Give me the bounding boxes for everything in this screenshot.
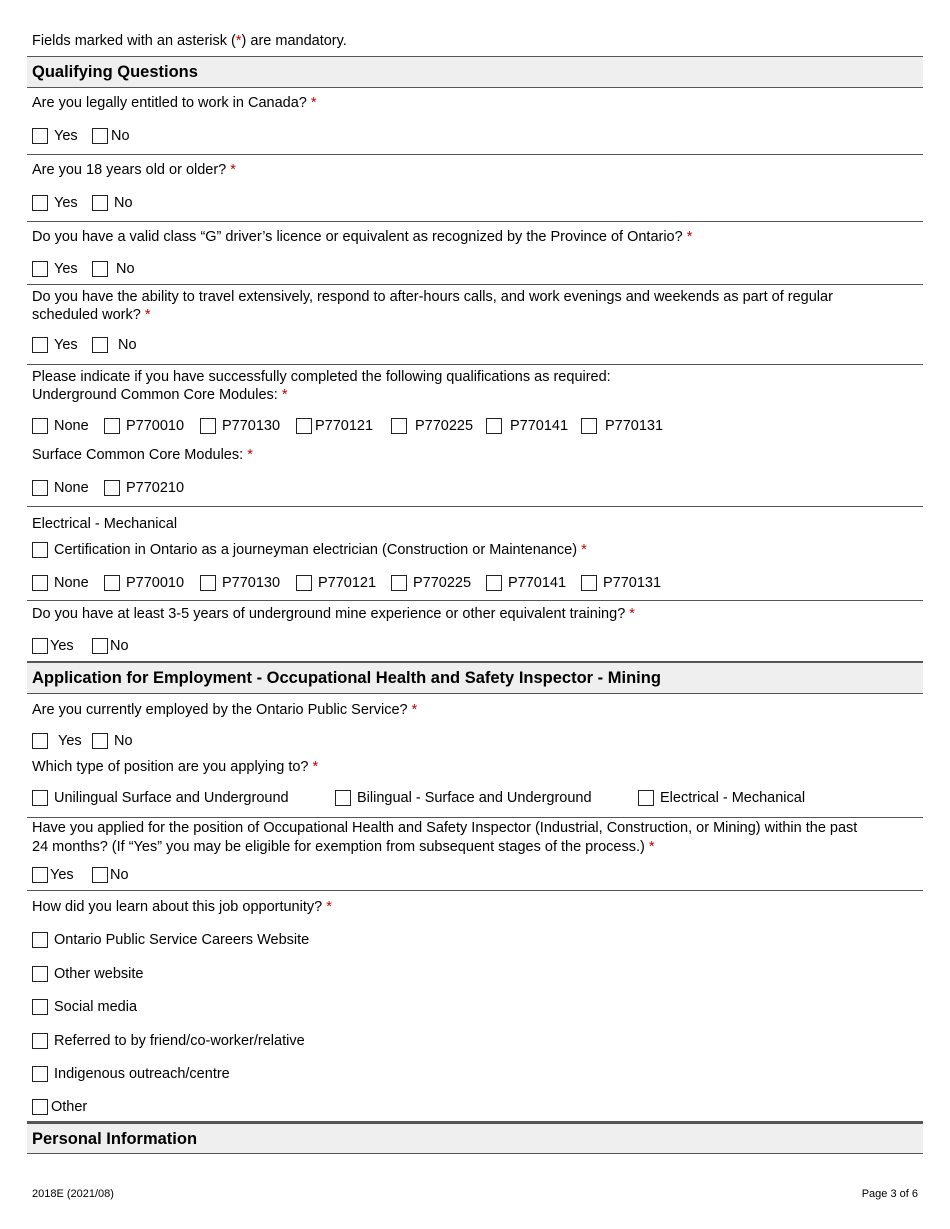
checkbox[interactable] — [32, 1099, 48, 1115]
checkbox[interactable] — [391, 418, 407, 434]
yes-option[interactable]: Yes — [32, 257, 78, 281]
p770130-option[interactable]: P770130 — [200, 571, 280, 595]
question-qualifications: Please indicate if you have successfully completed the following qualifications as required: Underground Common Core Modules: * None P770010 P770130 P770121 P770225 P770141 P770131 Surface Common Core Modules: * None P770210 — [27, 365, 923, 507]
electrical-modules-options — [32, 571, 923, 595]
question-text: Do you have at least 3-5 years of underground mine experience or other equivalent training? — [32, 606, 626, 622]
p770141-option[interactable]: P770141 — [486, 414, 568, 438]
electrical-mechanical-option[interactable]: Electrical - Mechanical — [638, 786, 805, 810]
bilingual-option[interactable]: Bilingual - Surface and Underground — [335, 786, 592, 810]
social-media-option[interactable]: Social media — [32, 995, 137, 1019]
ops-careers-website-option[interactable]: Ontario Public Service Careers Website — [32, 928, 309, 952]
section-personal-information: Personal Information — [27, 1122, 923, 1154]
question-text: Please indicate if you have successfully completed the following qualifications as required: — [32, 369, 611, 385]
checkbox[interactable] — [486, 418, 502, 434]
checkbox[interactable] — [638, 790, 654, 806]
checkbox[interactable] — [32, 418, 48, 434]
p770131-option[interactable]: P770131 — [581, 571, 661, 595]
question-electrical-mechanical — [27, 507, 923, 601]
underground-modules-label: Underground Common Core Modules: — [32, 387, 278, 403]
position-type-options — [32, 786, 923, 810]
checkbox[interactable] — [32, 195, 48, 211]
yes-option[interactable]: Yes — [32, 191, 78, 215]
position-type-label: Which type of position are you applying to? — [32, 759, 309, 775]
checkbox[interactable] — [32, 733, 48, 749]
indigenous-outreach-option[interactable]: Indigenous outreach/centre — [32, 1062, 230, 1086]
none-option[interactable]: None — [32, 476, 89, 500]
question-text: Do you have the ability to travel extensively, respond to after-hours calls, and work evenings and weekends as part of regular — [32, 289, 833, 305]
checkbox[interactable] — [32, 261, 48, 277]
yes-option[interactable]: Yes — [32, 729, 82, 753]
other-option[interactable]: Other — [32, 1095, 87, 1119]
checkbox[interactable] — [32, 790, 48, 806]
checkbox[interactable] — [92, 128, 108, 144]
checkbox[interactable] — [104, 575, 120, 591]
question-text: Have you applied for the position of Occupational Health and Safety Inspector (Industrial, Construction, or Mining) within the past — [32, 820, 858, 836]
checkbox[interactable] — [486, 575, 502, 591]
section-qualifying-questions: Qualifying Questions — [27, 56, 923, 88]
checkbox[interactable] — [92, 638, 108, 654]
p770010-option[interactable]: P770010 — [104, 571, 184, 595]
form-number: 2018E (2021/08) — [32, 1188, 114, 1200]
checkbox[interactable] — [391, 575, 407, 591]
question-legally-entitled: Are you legally entitled to work in Canada? * Yes No — [27, 88, 923, 155]
no-option[interactable]: No — [92, 729, 133, 753]
no-option[interactable]: No — [92, 191, 133, 215]
question-age: Are you 18 years old or older? * Yes No — [27, 155, 923, 222]
checkbox[interactable] — [200, 418, 216, 434]
referred-option[interactable]: Referred to by friend/co-worker/relative — [32, 1029, 305, 1053]
checkbox[interactable] — [32, 966, 48, 982]
checkbox[interactable] — [335, 790, 351, 806]
question-mine-experience: Do you have at least 3-5 years of underground mine experience or other equivalent training? * Yes No — [27, 601, 923, 662]
underground-modules-options — [32, 414, 923, 438]
checkbox[interactable] — [581, 418, 597, 434]
no-option[interactable]: No — [92, 634, 129, 658]
p770210-option[interactable]: P770210 — [104, 476, 184, 500]
certification-option[interactable]: Certification in Ontario as a journeyman electrician (Construction or Maintenance) * — [32, 538, 587, 562]
question-text-continued: 24 months? (If “Yes” you may be eligible for exemption from subsequent stages of the process.) — [32, 839, 645, 855]
checkbox[interactable] — [32, 542, 48, 558]
no-option[interactable]: No — [92, 257, 135, 281]
question-learn-about-job: How did you learn about this job opportunity? * Ontario Public Service Careers Website Other website Social media Referred to by friend/co-worker/relative Indigenous outreach/centre Other — [27, 891, 923, 1122]
mandatory-note: Fields marked with an asterisk (*) are mandatory. — [32, 33, 347, 49]
question-ops-employed: Are you currently employed by the Ontario Public Service? * Yes No Which type of position are you applying to? * Unilingual Surface and Underground Bilingual - Surface and Underground Electrical - Mechanical — [27, 694, 923, 818]
question-travel: Do you have the ability to travel extensively, respond to after-hours calls, and work evenings and weekends as part of regular scheduled work? * Yes No — [27, 285, 923, 365]
p770225-option[interactable]: P770225 — [391, 414, 473, 438]
checkbox[interactable] — [581, 575, 597, 591]
surface-modules-options — [32, 476, 923, 500]
p770130-option[interactable]: P770130 — [200, 414, 280, 438]
checkbox[interactable] — [32, 1033, 48, 1049]
no-option[interactable]: No — [92, 124, 130, 148]
question-text: Do you have a valid class “G” driver’s licence or equivalent as recognized by the Province of Ontario? — [32, 229, 683, 245]
checkbox[interactable] — [104, 418, 120, 434]
checkbox[interactable] — [32, 867, 48, 883]
none-option[interactable]: None — [32, 571, 89, 595]
yes-option[interactable]: Yes — [32, 863, 74, 887]
checkbox[interactable] — [32, 932, 48, 948]
application-form — [27, 30, 923, 1154]
checkbox[interactable] — [32, 337, 48, 353]
unilingual-option[interactable]: Unilingual Surface and Underground — [32, 786, 289, 810]
p770141-option[interactable]: P770141 — [486, 571, 566, 595]
no-option[interactable]: No — [92, 863, 129, 887]
yes-option[interactable]: Yes — [32, 124, 78, 148]
checkbox[interactable] — [32, 999, 48, 1015]
checkbox[interactable] — [296, 575, 312, 591]
checkbox[interactable] — [200, 575, 216, 591]
p770121-option[interactable]: P770121 — [296, 571, 376, 595]
checkbox[interactable] — [92, 733, 108, 749]
checkbox[interactable] — [32, 575, 48, 591]
yes-option[interactable]: Yes — [32, 634, 74, 658]
checkbox[interactable] — [32, 128, 48, 144]
checkbox[interactable] — [92, 261, 108, 277]
yes-option[interactable]: Yes — [32, 333, 78, 357]
question-text-continued: scheduled work? — [32, 307, 141, 323]
checkbox[interactable] — [32, 480, 48, 496]
checkbox[interactable] — [92, 867, 108, 883]
surface-modules-label: Surface Common Core Modules: — [32, 447, 244, 463]
checkbox[interactable] — [296, 418, 312, 434]
checkbox[interactable] — [32, 1066, 48, 1082]
section-application-for-employment: Application for Employment - Occupational Health and Safety Inspector - Mining — [27, 662, 923, 694]
question-text: Are you currently employed by the Ontario Public Service? — [32, 702, 408, 718]
p770225-option[interactable]: P770225 — [391, 571, 471, 595]
none-option[interactable]: None — [32, 414, 89, 438]
question-text: Are you legally entitled to work in Canada? — [32, 95, 307, 111]
other-website-option[interactable]: Other website — [32, 962, 143, 986]
p770010-option[interactable]: P770010 — [104, 414, 184, 438]
question-text: Are you 18 years old or older? — [32, 162, 227, 178]
checkbox[interactable] — [104, 480, 120, 496]
checkbox[interactable] — [92, 337, 108, 353]
page-number: Page 3 of 6 — [861, 1188, 918, 1200]
checkbox[interactable] — [32, 638, 48, 654]
checkbox[interactable] — [92, 195, 108, 211]
p770121-option[interactable]: P770121 — [296, 414, 373, 438]
p770131-option[interactable]: P770131 — [581, 414, 663, 438]
question-text: How did you learn about this job opportunity? — [32, 899, 323, 915]
question-applied-before: Have you applied for the position of Occupational Health and Safety Inspector (Industrial, Construction, or Mining) within the past 24 months? (If “Yes” you may be eligible for exemption from subsequent stages of the process.) * Yes No — [27, 818, 923, 891]
no-option[interactable]: No — [92, 333, 137, 357]
question-drivers-licence: Do you have a valid class “G” driver’s licence or equivalent as recognized by the Province of Ontario? * Yes No — [27, 222, 923, 285]
electrical-mechanical-label: Electrical - Mechanical — [32, 516, 178, 532]
